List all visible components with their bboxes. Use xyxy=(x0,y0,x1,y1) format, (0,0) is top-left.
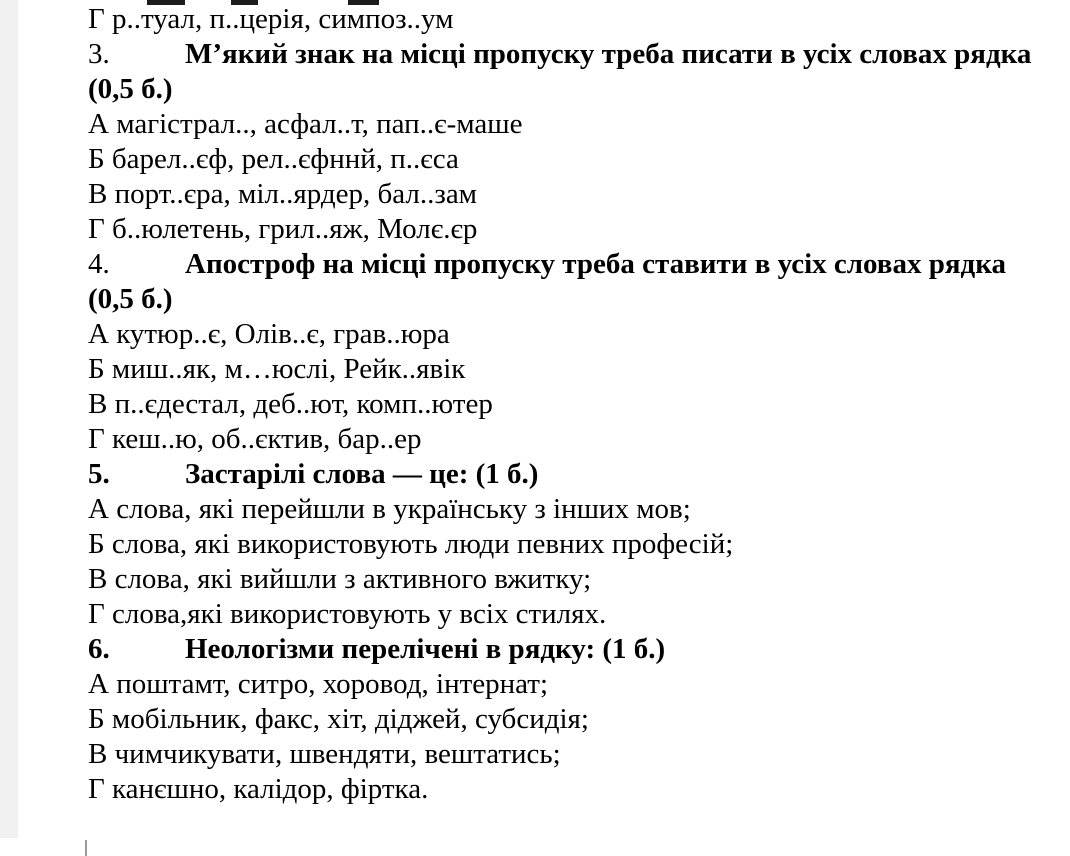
option-line: А кутюр..є, Олів..є, грав..юра xyxy=(88,318,450,350)
question-number: 4. xyxy=(88,248,110,280)
option-line: В п..єдестал, деб..ют, комп..ютер xyxy=(88,388,493,420)
question-heading xyxy=(88,37,1070,72)
option-line: Б слова, які використовують люди певних професій; xyxy=(88,528,734,560)
question-points: (0,5 б.) xyxy=(88,73,173,105)
option-line: В чимчикувати, швендяти, вештатись; xyxy=(88,738,561,770)
option-line: Б миш..як, м…юслі, Рейк..явік xyxy=(88,353,466,385)
test-content xyxy=(88,2,1070,807)
option-line: Б барел..єф, рел..єфннй, п..єса xyxy=(88,143,459,175)
option-line: А магістрал.., асфал..т, пап..є-маше xyxy=(88,108,523,140)
option-line: Б мобільник, факс, хіт, діджей, субсидія; xyxy=(88,703,589,735)
option-line: Г р..туал, п..церія, симпоз..ум xyxy=(88,3,454,35)
question-heading xyxy=(88,457,1070,492)
left-gutter xyxy=(0,0,18,838)
page-edge-line xyxy=(85,840,87,856)
question-title: Застарілі слова — це: (1 б.) xyxy=(185,458,539,490)
question-title: М’який знак на місці пропуску треба писати в усіх словах рядка xyxy=(185,38,1032,70)
option-line: В слова, які вийшли з активного вжитку; xyxy=(88,563,592,595)
question-heading xyxy=(88,247,1070,282)
question-number: 5. xyxy=(88,458,110,490)
option-line: А слова, які перейшли в українську з інших мов; xyxy=(88,493,691,525)
option-line: Г б..юлетень, грил..яж, Молє.єр xyxy=(88,213,478,245)
option-line: А поштамт, ситро, хоровод, інтернат; xyxy=(88,668,549,700)
option-line: Г кеш..ю, об..єктив, бар..ер xyxy=(88,423,422,455)
question-number: 3. xyxy=(88,38,110,70)
question-heading xyxy=(88,632,1070,667)
question-title: Неологізми перелічені в рядку: (1 б.) xyxy=(185,633,666,665)
question-points: (0,5 б.) xyxy=(88,283,173,315)
question-title: Апостроф на місці пропуску треба ставити в усіх словах рядка xyxy=(185,248,1006,280)
option-line: Г канєшно, калідор, фіртка. xyxy=(88,773,429,805)
option-line: Г слова,які використовують у всіх стилях. xyxy=(88,598,607,630)
option-line: В порт..єра, міл..ярдер, бал..зам xyxy=(88,178,478,210)
question-number: 6. xyxy=(88,633,110,665)
